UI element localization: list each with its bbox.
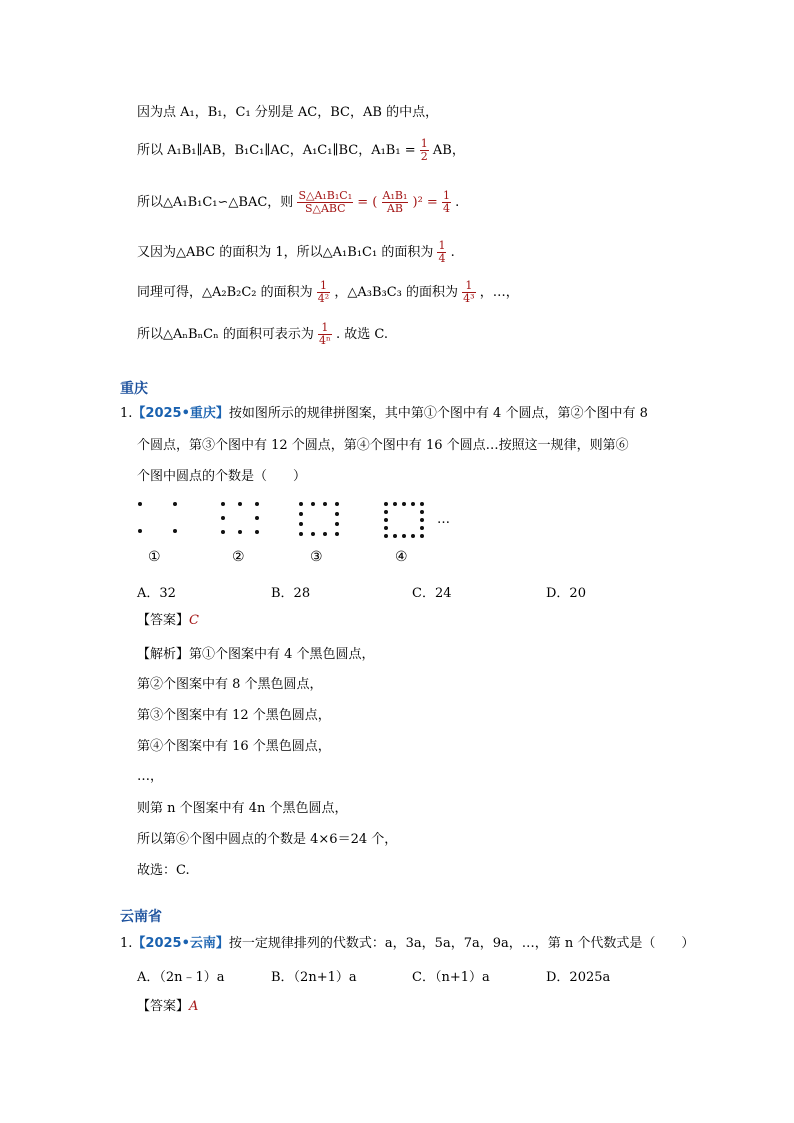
analysis-line-2: 第②个图案中有 8 个黑色圆点，: [137, 677, 323, 692]
dot: [323, 502, 327, 506]
analysis-line-5: …，: [137, 769, 164, 784]
dot: [420, 534, 424, 538]
dot: [238, 530, 242, 534]
figure-label-2: ②: [232, 549, 245, 565]
line5-prefix: 同理可得，△A₂B₂C₂ 的面积为: [137, 285, 313, 300]
question-source: 【2025•重庆】: [132, 406, 229, 421]
dot: [221, 502, 225, 506]
line3-prefix: 所以△A₁B₁C₁∽△BAC，则: [137, 195, 294, 210]
line3-end: .: [455, 195, 460, 210]
line5-mid: ，△A₃B₃C₃ 的面积为: [334, 285, 459, 300]
answer-value: C: [189, 613, 199, 628]
dot: [402, 502, 406, 506]
dot: [411, 502, 415, 506]
dot: [311, 532, 315, 536]
section-heading-chongqing: 重庆: [120, 381, 148, 397]
option-c: C．24: [412, 586, 452, 601]
frac-den: 4³: [463, 292, 475, 305]
dot: [335, 522, 339, 526]
frac-den: S△ABC: [297, 202, 353, 215]
analysis-line-7: 所以第⑥个图中圆点的个数是 4×6＝24 个，: [137, 832, 398, 847]
frac-num: 1: [320, 279, 327, 292]
frac-num: 1: [321, 321, 329, 334]
dot: [221, 516, 225, 520]
line6-prefix: 所以△AₙBₙCₙ 的面积可表示为: [137, 327, 314, 342]
question-yunnan: [120, 934, 694, 954]
frac-den: 2: [420, 150, 428, 163]
fraction-quarter-2: [437, 240, 446, 265]
figure-ellipsis: …: [437, 512, 450, 527]
dot: [138, 529, 142, 533]
question-text-1: 按如图所示的规律拼图案，其中第①个图中有 4 个圆点，第②个图中有 8: [228, 406, 648, 421]
option-b: B．（2n+1）a: [271, 970, 357, 985]
analysis-line-6: 则第 n 个图案中有 4n 个黑色圆点，: [137, 801, 348, 816]
figure-label-1: ①: [148, 549, 161, 565]
dot: [323, 532, 327, 536]
line6-end: . 故选 C.: [335, 327, 388, 342]
fraction-4-n: [318, 322, 332, 347]
dot: [384, 502, 388, 506]
analysis-text: 第①个图案中有 4 个黑色圆点，: [189, 647, 375, 662]
dot: [238, 502, 242, 506]
line4-end: .: [450, 245, 455, 260]
line2-prefix: 所以 A₁B₁∥AB，B₁C₁∥AC，A₁C₁∥BC，A₁B₁ =: [137, 143, 416, 158]
solution-line-4: [137, 240, 455, 265]
solution-line-2: [137, 138, 465, 163]
dot: [221, 530, 225, 534]
option-a: A．（2n﹣1）a: [137, 970, 225, 985]
question-text-2: 个圆点，第③个图中有 12 个圆点，第④个图中有 16 个圆点…按照这一规律，则第⑥: [137, 438, 629, 453]
dot: [138, 502, 142, 506]
dot: [299, 522, 303, 526]
answer-yunnan: [137, 997, 198, 1017]
option-c: C．（n+1）a: [412, 970, 490, 985]
dot: [173, 529, 177, 533]
question-number: 1.: [120, 406, 133, 421]
frac-num: A₁B₁: [382, 189, 408, 202]
frac-den: AB: [382, 202, 409, 215]
analysis-line-4: 第④个图案中有 16 个黑色圆点，: [137, 739, 331, 754]
line2-suffix: AB，: [432, 143, 465, 158]
dot: [335, 502, 339, 506]
dot: [299, 532, 303, 536]
question-text-3: 个图中圆点的个数是（ ）: [137, 469, 307, 484]
line5-end: ，…，: [479, 285, 519, 300]
dot: [393, 502, 397, 506]
question-chongqing: [120, 404, 648, 424]
solution-line-3: [137, 190, 459, 215]
solution-line-6: [137, 322, 388, 347]
frac-den: 4ⁿ: [319, 334, 331, 347]
fraction-4-squared: [317, 280, 330, 305]
dot: [420, 518, 424, 522]
question-text: 按一定规律排列的代数式：a，3a，5a，7a，9a，…，第 n 个代数式是（ ）: [228, 936, 695, 951]
dot: [255, 516, 259, 520]
dot: [299, 502, 303, 506]
dot: [402, 534, 406, 538]
solution-line-5: [137, 280, 519, 305]
dot: [420, 510, 424, 514]
dot: [173, 502, 177, 506]
answer-value: A: [189, 999, 199, 1014]
dot: [335, 532, 339, 536]
frac-den: 4²: [317, 292, 330, 305]
solution-line-1: 因为点 A₁，B₁，C₁ 分别是 AC，BC，AB 的中点，: [137, 105, 439, 120]
dot: [299, 512, 303, 516]
fraction-4-cubed: [462, 280, 475, 305]
option-d: D．2025a: [546, 970, 611, 985]
dot: [411, 534, 415, 538]
dot: [384, 534, 388, 538]
analysis-line-3: 第③个图案中有 12 个黑色圆点，: [137, 708, 331, 723]
frac-num: 1: [442, 189, 450, 202]
analysis-line-1: [137, 645, 375, 665]
dot: [335, 512, 339, 516]
analysis-label: 【解析】: [137, 647, 190, 662]
dot: [384, 510, 388, 514]
option-d: D．20: [546, 586, 586, 601]
frac-den: 4: [442, 202, 450, 215]
dot: [255, 502, 259, 506]
dot: [393, 534, 397, 538]
option-a: A．32: [137, 586, 176, 601]
fraction-side-ratio: [382, 190, 409, 215]
fraction-half: [420, 138, 429, 163]
frac-num: S△A₁B₁C₁: [298, 189, 353, 202]
dot: [311, 502, 315, 506]
frac-num: 1: [438, 239, 446, 252]
dot: [255, 530, 259, 534]
line3-mid: = (: [357, 195, 378, 210]
line3-mid2: )² =: [412, 195, 438, 210]
figure-label-4: ④: [395, 549, 408, 565]
answer-label: 【答案】: [137, 613, 190, 628]
dot: [384, 518, 388, 522]
frac-den: 4: [438, 252, 446, 265]
question-source: 【2025•云南】: [132, 936, 229, 951]
figure-label-3: ③: [310, 549, 323, 565]
section-heading-yunnan: 云南省: [120, 909, 162, 925]
option-b: B．28: [271, 586, 311, 601]
question-number: 1.: [120, 936, 133, 951]
answer-chongqing: [137, 611, 199, 631]
line4-prefix: 又因为△ABC 的面积为 1，所以△A₁B₁C₁ 的面积为: [137, 245, 434, 260]
fraction-quarter: [442, 190, 451, 215]
dot: [420, 526, 424, 530]
fraction-area-ratio: [297, 190, 353, 215]
analysis-line-8: 故选：C.: [137, 863, 190, 878]
dot: [384, 526, 388, 530]
frac-num: 1: [420, 137, 428, 150]
dot: [420, 502, 424, 506]
frac-num: 1: [465, 279, 473, 292]
answer-label: 【答案】: [137, 999, 190, 1014]
